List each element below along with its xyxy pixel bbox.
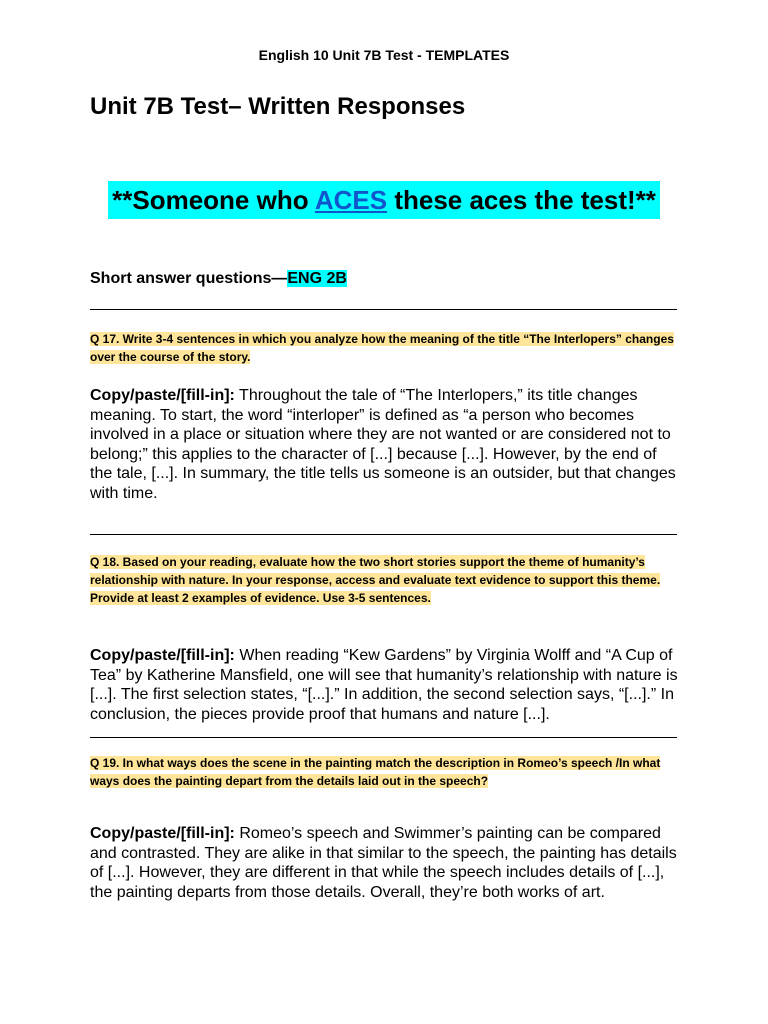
banner-text-before: **Someone who	[112, 185, 315, 215]
answer-label: Copy/paste/[fill-in]:	[90, 387, 235, 404]
aces-link[interactable]: ACES	[314, 185, 388, 215]
answer-text: When reading “Kew Gardens” by Virginia Wolff and “A Cup of Tea” by Katherine Mansfield, one will see that humanity’s relationship with nature is [...]. The first selection states, “[...].” In addition, the second selection says, “[...].” In conclusion, the pieces provide proof that humans and nature [...].	[90, 647, 678, 723]
answer-template-18	[90, 646, 680, 724]
section-tag: ENG 2B	[287, 270, 347, 287]
answer-text: Romeo’s speech and Swimmer’s painting can be compared and contrasted. They are alike in that similar to the speech, the painting has details of [...]. However, they are different in that while the speech includes details of [...], the painting departs from those details. Overall, they’re both works of art.	[90, 825, 677, 901]
question-prompt-19	[90, 754, 680, 790]
divider-rule	[90, 309, 677, 310]
section-heading	[90, 270, 347, 288]
divider-rule	[90, 737, 677, 738]
page-title: Unit 7B Test– Written Responses	[90, 93, 466, 120]
highlight-banner	[108, 181, 660, 219]
question-prompt-text: Q 19. In what ways does the scene in the painting match the description in Romeo’s speech /In what ways does the painting depart from the details laid out in the speech?	[90, 756, 661, 788]
answer-label: Copy/paste/[fill-in]:	[90, 647, 235, 664]
question-prompt-18	[90, 553, 680, 607]
question-prompt-17	[90, 330, 680, 366]
question-prompt-text: Q 18. Based on your reading, evaluate how the two short stories support the theme of humanity’s relationship with nature. In your response, access and evaluate text evidence to support this theme. Provide at least 2 examples of evidence. Use 3-5 sentences.	[90, 555, 661, 605]
answer-text: Throughout the tale of “The Interlopers,” its title changes meaning. To start, the word “interloper” is defined as “a person who becomes involved in a place or situation where they are not wanted or are considered not to belong;” this applies to the character of [...] because [...]. However, by the end of the tale, [...]. In summary, the title tells us someone is an outsider, but that changes with time.	[90, 387, 676, 502]
answer-label: Copy/paste/[fill-in]:	[90, 825, 235, 842]
banner-container	[0, 181, 768, 219]
answer-template-19	[90, 824, 680, 902]
question-prompt-text: Q 17. Write 3-4 sentences in which you analyze how the meaning of the title “The Interlopers” changes over the course of the story.	[90, 332, 674, 364]
page-header: English 10 Unit 7B Test - TEMPLATES	[258, 47, 510, 63]
section-label: Short answer questions—	[90, 270, 288, 287]
banner-text-after: these aces the test!**	[387, 185, 656, 215]
answer-template-17	[90, 386, 680, 503]
divider-rule	[90, 534, 677, 535]
